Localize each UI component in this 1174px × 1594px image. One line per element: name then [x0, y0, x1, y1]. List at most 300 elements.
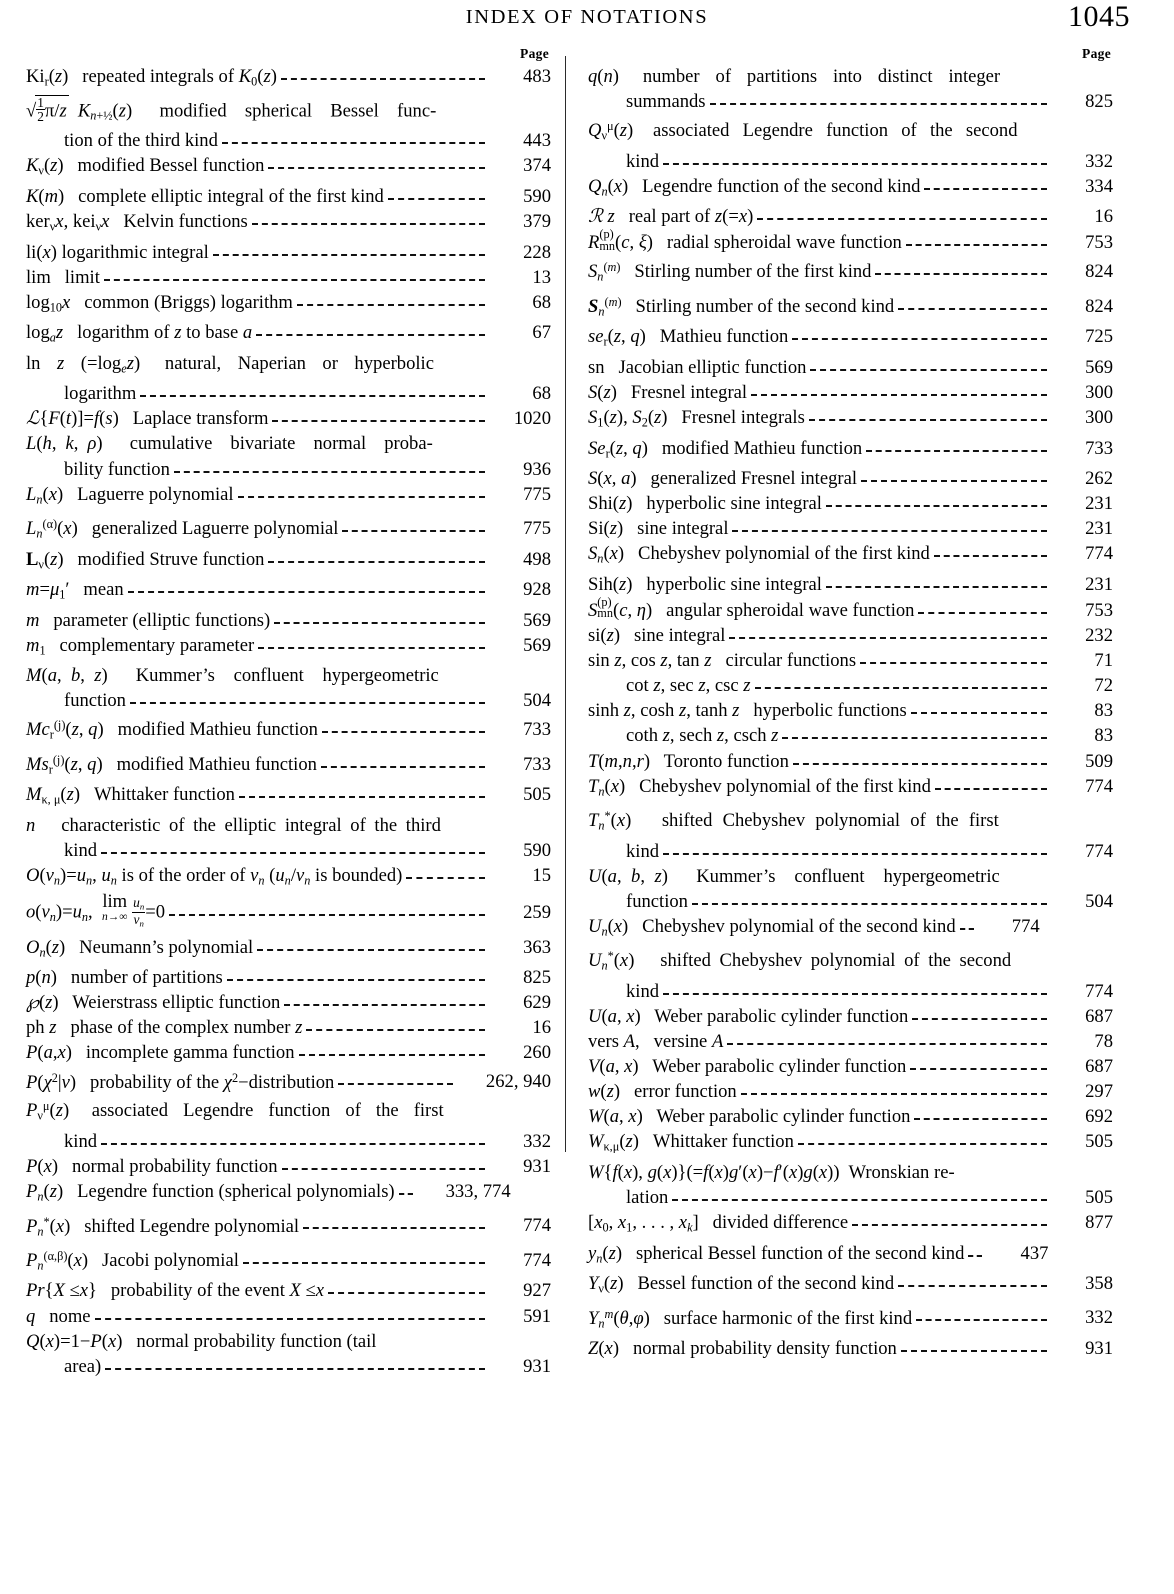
index-entry-line — [588, 594, 1113, 623]
index-entry-term: coth z, sech z, csch z — [626, 725, 779, 747]
index-entry-term: [$x_0$, $x_1$, . . . , $x_k$] divided difference — [588, 1212, 849, 1235]
page-reference: 1020 — [513, 408, 551, 430]
leader-dots — [174, 470, 485, 473]
index-entry-term: function — [64, 690, 126, 712]
index-entry — [26, 482, 551, 513]
page-reference: 931 — [523, 1355, 551, 1377]
index-entry — [26, 351, 551, 407]
index-entry-line — [26, 153, 551, 184]
index-entry-line — [588, 229, 1113, 255]
index-entry — [26, 1154, 551, 1179]
index-entry-term: S (p) mn (c, η) angular spheroidal wave function — [588, 594, 915, 621]
index-entry — [26, 813, 551, 863]
index-entry-term: T(m,n,r) Toronto function — [588, 750, 789, 772]
index-entry — [588, 594, 1113, 623]
page-reference: 877 — [1085, 1212, 1113, 1234]
index-entry-term: $Ki_r(z)$ repeated integrals of $K_0(z)$ — [26, 66, 277, 89]
index-entry — [26, 990, 551, 1015]
leader-dots — [906, 243, 1047, 246]
index-entry-line — [26, 95, 551, 129]
index-entry — [26, 64, 551, 95]
page-reference: 332 — [1085, 150, 1113, 172]
index-entry-line — [26, 64, 551, 95]
index-entry-line — [26, 1129, 551, 1154]
page-reference: 590 — [523, 185, 551, 207]
page-reference: 825 — [523, 967, 551, 989]
index-entry — [588, 698, 1113, 723]
index-entry-line — [26, 1278, 551, 1303]
leader-dots — [798, 1142, 1047, 1145]
leader-dots — [898, 1284, 1047, 1287]
index-entry-term: $Y_n^m(\theta,\varphi)$ surface harmonic of the first kind — [588, 1306, 913, 1330]
index-entry — [26, 240, 551, 265]
index-entry-term: V(a, x) Weber parabolic cylinder function — [588, 1056, 907, 1078]
leader-dots — [875, 272, 1047, 275]
index-entry-line — [26, 935, 551, 966]
leader-dots — [918, 611, 1047, 614]
index-entry — [588, 673, 1113, 698]
page-reference: 569 — [523, 634, 551, 656]
index-entry-line — [588, 466, 1113, 491]
leader-dots — [268, 166, 485, 169]
index-entry-term: sin z, cos z, tan z circular functions — [588, 650, 857, 672]
index-entry — [588, 944, 1113, 1004]
page-number-folio: 1045 — [1068, 0, 1130, 33]
index-entry — [26, 1094, 551, 1154]
index-entry — [26, 1179, 551, 1210]
leader-dots — [257, 948, 485, 951]
leader-dots — [281, 77, 485, 80]
leader-dots — [901, 1349, 1047, 1352]
index-entry-term: $P_n^*(x)$ shifted Legendre polynomial — [26, 1214, 300, 1238]
leader-dots — [1015, 963, 1047, 964]
index-entry-term: $L_n^{(\alpha)}(x)$ generalized Laguerre polynomial — [26, 517, 339, 541]
index-entry-term: $\log_az$ logarithm of z to base a — [26, 322, 253, 345]
index-entry-line — [26, 748, 551, 782]
index-entry-term: tion of the third kind — [64, 130, 218, 152]
page-reference: 262 — [1085, 468, 1113, 490]
index-entry-term: lim limit — [26, 266, 100, 288]
index-entry-line — [588, 944, 1113, 978]
index-entry-term: kind — [64, 1130, 98, 1152]
index-entry — [588, 749, 1113, 774]
leader-dots — [959, 1175, 1047, 1176]
index-entry — [26, 95, 551, 154]
leader-dots — [388, 197, 485, 200]
leader-dots — [672, 1198, 1047, 1201]
index-entry — [588, 914, 1113, 945]
index-entry-term: $m_1$ complementary parameter — [26, 634, 255, 658]
index-entry-term: U(a, b, z) Kummer’s confluent hypergeometric — [588, 865, 1000, 887]
page-reference: 16 — [532, 1017, 551, 1039]
page-reference: 16 — [1094, 206, 1113, 228]
leader-dots — [105, 1367, 485, 1370]
leader-dots — [268, 560, 485, 563]
index-entry-term: Z(x) normal probability density function — [588, 1337, 897, 1359]
index-entry-term: W(a, x) Weber parabolic cylinder function — [588, 1106, 911, 1128]
page-reference: 71 — [1094, 650, 1113, 672]
leader-dots — [306, 1028, 485, 1031]
page-reference: 504 — [523, 690, 551, 712]
page-reference: 775 — [523, 483, 551, 505]
page-reference: 590 — [523, 839, 551, 861]
index-entry-line — [588, 839, 1113, 864]
leader-dots — [322, 730, 485, 733]
index-entry-term: li(x) logarithmic integral — [26, 241, 209, 263]
index-entry — [588, 1004, 1113, 1029]
leader-dots — [934, 554, 1047, 557]
index-entry — [588, 804, 1113, 864]
page-reference: 825 — [1085, 91, 1113, 113]
leader-dots — [710, 102, 1047, 105]
leader-dots — [213, 253, 485, 256]
index-entry-term: ℘(z) Weierstrass elliptic function — [26, 992, 281, 1014]
index-entry-line — [26, 290, 551, 321]
index-entry-term: $P_n^{(\alpha,\beta)}(x)$ Jacobi polynomial — [26, 1249, 239, 1273]
page-reference: 774 — [523, 1215, 551, 1237]
index-entry — [588, 1029, 1113, 1054]
index-entry-line — [26, 431, 551, 456]
page-reference: 332 — [523, 1130, 551, 1152]
index-entry-term: p(n) number of partitions — [26, 967, 223, 989]
index-entry-term: $T_n^*(x)$ shifted Chebyshev polynomial of the first — [588, 809, 999, 833]
index-entry-term: $T_n(x)$ Chebyshev polynomial of the first kind — [588, 775, 931, 799]
leader-dots — [792, 337, 1047, 340]
index-entry-line — [26, 1066, 551, 1095]
leader-dots — [299, 1053, 485, 1056]
leader-dots — [274, 621, 485, 624]
leader-dots — [727, 1042, 1047, 1045]
index-entry-term: q nome — [26, 1305, 91, 1327]
page-reference: 505 — [1085, 1186, 1113, 1208]
index-entry-term: logarithm — [64, 383, 137, 405]
index-entry-term: L(h, k, ρ) cumulative bivariate normal proba- — [26, 433, 433, 455]
index-entry-line — [588, 89, 1113, 114]
index-entry-term: S(x, a) generalized Fresnel integral — [588, 468, 857, 490]
index-entry — [26, 209, 551, 240]
index-entry-term: $Ѕ_n^{(m)}$ Stirling number of the second kind — [588, 294, 895, 319]
leader-dots — [1004, 879, 1047, 880]
leader-dots — [809, 418, 1047, 421]
index-body — [0, 44, 1174, 1377]
index-entry-line — [26, 782, 551, 813]
index-entry — [26, 863, 551, 894]
page-reference: 83 — [1094, 700, 1113, 722]
page-reference: 692 — [1085, 1106, 1113, 1128]
page-reference: 687 — [1085, 1056, 1113, 1078]
index-entry-line — [588, 1336, 1113, 1361]
index-entry — [26, 184, 551, 209]
index-entry-line — [26, 688, 551, 713]
index-entry-term: W{f(x), g(x)}(=f(x)g′(x)−f′(x)g(x)) Wronskian re- — [588, 1161, 955, 1183]
index-entry — [26, 782, 551, 813]
page-reference: 753 — [1085, 232, 1113, 254]
page-reference: 300 — [1085, 406, 1113, 428]
leader-dots — [328, 1291, 485, 1294]
index-entry — [26, 1278, 551, 1303]
leader-dots — [968, 1254, 982, 1257]
index-entry-term: kind — [626, 980, 660, 1002]
index-entry-term: $O(v_n)=u_n$, $u_n$ is of the order of $v_n$ ($u_n/v_n$ is bounded) — [26, 864, 403, 888]
page-reference: 300 — [1085, 381, 1113, 403]
index-entry-term: sinh z, cosh z, tanh z hyperbolic functions — [588, 700, 907, 722]
index-entry-line — [26, 184, 551, 209]
index-entry-line — [588, 405, 1113, 436]
index-entry-line — [26, 1094, 551, 1128]
index-entry-line — [588, 1210, 1113, 1241]
index-entry-line — [588, 723, 1113, 748]
index-entry-line — [588, 1054, 1113, 1079]
index-entry-term: ph z phase of the complex number z — [26, 1017, 303, 1039]
index-entry — [26, 1040, 551, 1065]
index-entry — [26, 1210, 551, 1244]
leader-dots — [729, 636, 1047, 639]
index-entry-term: ker$_\nu$x, kei$_\nu$x Kelvin functions — [26, 211, 248, 234]
page-reference: 569 — [1085, 356, 1113, 378]
leader-dots — [732, 529, 1047, 532]
index-entry-line — [588, 380, 1113, 405]
page-reference: 483 — [523, 66, 551, 87]
index-entry — [588, 541, 1113, 572]
index-entry-line — [26, 1329, 551, 1354]
index-entry-term: $Q_\nu^\mu(z)$ associated Legendre function of the second — [588, 119, 1018, 143]
index-entry-term: Pr{X ≤x} probability of the event X ≤x — [26, 1280, 325, 1302]
page-reference: 774 — [1085, 775, 1113, 797]
index-entry-line — [26, 1304, 551, 1329]
leader-dots — [284, 1003, 485, 1006]
page-reference: 231 — [1085, 518, 1113, 540]
page-reference: 437 — [1020, 1242, 1049, 1264]
index-entry-term: kind — [626, 150, 660, 172]
page-reference: 753 — [1085, 599, 1113, 621]
leader-dots — [692, 902, 1047, 905]
index-entry-line — [26, 512, 551, 546]
leader-dots — [663, 852, 1047, 855]
leader-dots — [782, 736, 1047, 739]
index-entry — [588, 229, 1113, 255]
leader-dots — [252, 222, 485, 225]
index-entry — [26, 965, 551, 990]
index-entry-term: Sih(z) hyperbolic sine integral — [588, 573, 822, 595]
leader-dots — [258, 646, 485, 649]
leader-dots — [303, 1226, 485, 1229]
index-entry-line — [26, 209, 551, 240]
leader-dots — [297, 303, 485, 306]
leader-dots — [910, 1067, 1047, 1070]
page-reference: 931 — [523, 1155, 551, 1177]
index-entry — [588, 64, 1113, 114]
index-entry — [588, 380, 1113, 405]
index-entry-line — [588, 1079, 1113, 1104]
index-entry-term: $O_n(z)$ Neumann’s polynomial — [26, 936, 254, 960]
index-entry — [588, 1302, 1113, 1336]
index-entry — [588, 1210, 1113, 1241]
page-reference: 774 — [523, 1249, 551, 1271]
index-entry-term: function — [626, 890, 688, 912]
page-reference: 262, 940 — [485, 1071, 551, 1093]
index-entry-line — [588, 673, 1113, 698]
page-reference: 78 — [1094, 1030, 1113, 1052]
leader-dots — [437, 446, 485, 447]
leader-dots — [663, 162, 1047, 165]
index-entry-term: P(a,x) incomplete gamma function — [26, 1042, 295, 1064]
index-entry — [588, 1104, 1113, 1129]
index-entry — [26, 1329, 551, 1379]
index-entry — [588, 774, 1113, 805]
index-entry-line — [588, 516, 1113, 541]
leader-dots — [914, 1117, 1047, 1120]
page-reference: 504 — [1085, 890, 1113, 912]
index-entry-term: $m=\mu_1'$ mean — [26, 579, 124, 602]
index-entry-term: $P_\nu^\mu(z)$ associated Legendre function of the first — [26, 1099, 444, 1123]
leader-dots — [243, 1261, 485, 1264]
leader-dots — [399, 1192, 413, 1195]
index-entry-term: ℛ z real part of z(=x) — [588, 206, 754, 228]
index-entry-line — [588, 436, 1113, 467]
index-entry-line — [588, 1271, 1113, 1302]
index-entry-line — [26, 128, 551, 153]
index-entry-line — [588, 804, 1113, 838]
leader-dots — [852, 1223, 1047, 1226]
index-entry — [588, 324, 1113, 355]
index-entry-line — [26, 381, 551, 406]
index-entry-line — [588, 1185, 1113, 1210]
page-reference: 687 — [1085, 1005, 1113, 1027]
index-entry — [588, 355, 1113, 380]
index-entry-line — [588, 64, 1113, 89]
page-reference: 443 — [523, 130, 551, 152]
index-entry-line — [588, 149, 1113, 174]
leader-dots — [1003, 823, 1047, 824]
index-entry-line — [588, 749, 1113, 774]
index-entry-term: U(a, x) Weber parabolic cylinder function — [588, 1005, 909, 1027]
index-entry — [588, 516, 1113, 541]
index-entry — [588, 204, 1113, 229]
index-entry — [26, 663, 551, 713]
index-entry-line — [26, 1354, 551, 1379]
index-entry-line — [26, 1040, 551, 1065]
page-reference: 774 — [1085, 543, 1113, 565]
page-reference: 931 — [1085, 1337, 1113, 1359]
index-entry-line — [26, 813, 551, 838]
index-entry-term: $U_n(x)$ Chebyshev polynomial of the second kind — [588, 915, 956, 939]
index-entry-term: √ $\frac{1}{2}$ π/z $K_{n+\frac{1}{2}}(z)$ modified spherical Bessel func- — [26, 94, 437, 125]
leader-dots — [445, 828, 485, 829]
index-entry-line — [26, 1154, 551, 1179]
page-reference: 505 — [1085, 1131, 1113, 1153]
leader-dots — [140, 394, 485, 397]
leader-dots — [793, 762, 1047, 765]
page-reference: 733 — [1085, 437, 1113, 459]
index-entry-term: kind — [626, 840, 660, 862]
index-entry — [26, 431, 551, 481]
index-entry — [588, 1336, 1113, 1361]
index-entry-term: $o(v_n)=u_n$, lim n→∞ $\frac{u_n}{v_n}$ =0 — [26, 891, 166, 929]
index-entry-term: P(x) normal probability function — [26, 1155, 278, 1177]
index-entry-line — [588, 1029, 1113, 1054]
page-reference: 936 — [523, 458, 551, 480]
index-entry-term: Shi(z) hyperbolic sine integral — [588, 493, 822, 515]
leader-dots — [741, 1092, 1047, 1095]
index-entry-line — [26, 1210, 551, 1244]
index-entry-term: sn Jacobian elliptic function — [588, 356, 807, 378]
index-entry — [588, 1271, 1113, 1302]
index-entry — [588, 290, 1113, 324]
leader-dots — [222, 141, 485, 144]
index-entry-line — [588, 1160, 1113, 1185]
index-entry-term: R (p) mn (c, ξ) radial spheroidal wave function — [588, 227, 902, 254]
index-entry-line — [26, 547, 551, 578]
index-entry-line — [26, 351, 551, 382]
leader-dots — [1004, 79, 1047, 80]
index-entry-line — [588, 290, 1113, 324]
index-entry — [588, 648, 1113, 673]
leader-dots — [256, 333, 485, 336]
leader-dots — [755, 686, 1048, 689]
index-entry — [588, 623, 1113, 648]
index-column-right — [588, 44, 1113, 1361]
page-reference: 15 — [532, 864, 551, 886]
index-entry — [26, 290, 551, 321]
index-entry-line — [26, 577, 551, 608]
page-reference: 228 — [523, 241, 551, 263]
index-entry-line — [26, 265, 551, 290]
index-entry — [26, 1304, 551, 1329]
leader-dots — [898, 307, 1047, 310]
page-reference: 774 — [1011, 915, 1040, 937]
index-entry — [26, 265, 551, 290]
index-entry — [588, 436, 1113, 467]
page-column-label-right: Page — [1082, 46, 1111, 61]
leader-dots — [826, 585, 1047, 588]
index-entry — [26, 935, 551, 966]
index-entry-line — [26, 663, 551, 688]
page-reference: 232 — [1085, 625, 1113, 647]
index-entry-line — [26, 608, 551, 633]
page-reference: 297 — [1085, 1081, 1113, 1103]
leader-dots — [866, 449, 1047, 452]
index-entry — [26, 633, 551, 664]
index-entry-line — [588, 914, 1113, 945]
page-reference: 334 — [1085, 175, 1113, 197]
page-reference: 928 — [523, 579, 551, 601]
page-reference: 591 — [523, 1305, 551, 1327]
index-entry-line — [588, 1004, 1113, 1029]
index-entry — [26, 1066, 551, 1095]
index-entry-line — [588, 541, 1113, 572]
leader-dots — [282, 1167, 486, 1170]
index-entry-term: summands — [626, 91, 706, 113]
index-entry-line — [26, 990, 551, 1015]
page-reference: 824 — [1085, 295, 1113, 317]
index-entry-line — [588, 1129, 1113, 1160]
index-entry-term: $S_1(z)$, $S_2(z)$ Fresnel integrals — [588, 406, 805, 430]
index-entry — [26, 893, 551, 934]
leader-dots — [238, 495, 485, 498]
leader-dots — [272, 419, 485, 422]
index-entry-line — [588, 864, 1113, 889]
index-entry-term: $S_n^{(m)}$ Stirling number of the first kind — [588, 260, 872, 284]
index-entry-line — [26, 893, 551, 934]
page-reference: 725 — [1085, 326, 1113, 348]
index-entry-line — [26, 240, 551, 265]
index-entry-term: $Se_r(z$, q) modified Mathieu function — [588, 437, 863, 460]
index-entry-term: M(a, b, z) Kummer’s confluent hypergeometric — [26, 665, 439, 687]
page-reference: 774 — [1085, 840, 1113, 862]
leader-dots — [751, 393, 1047, 396]
index-entry-line — [26, 1015, 551, 1040]
index-entry — [26, 406, 551, 431]
